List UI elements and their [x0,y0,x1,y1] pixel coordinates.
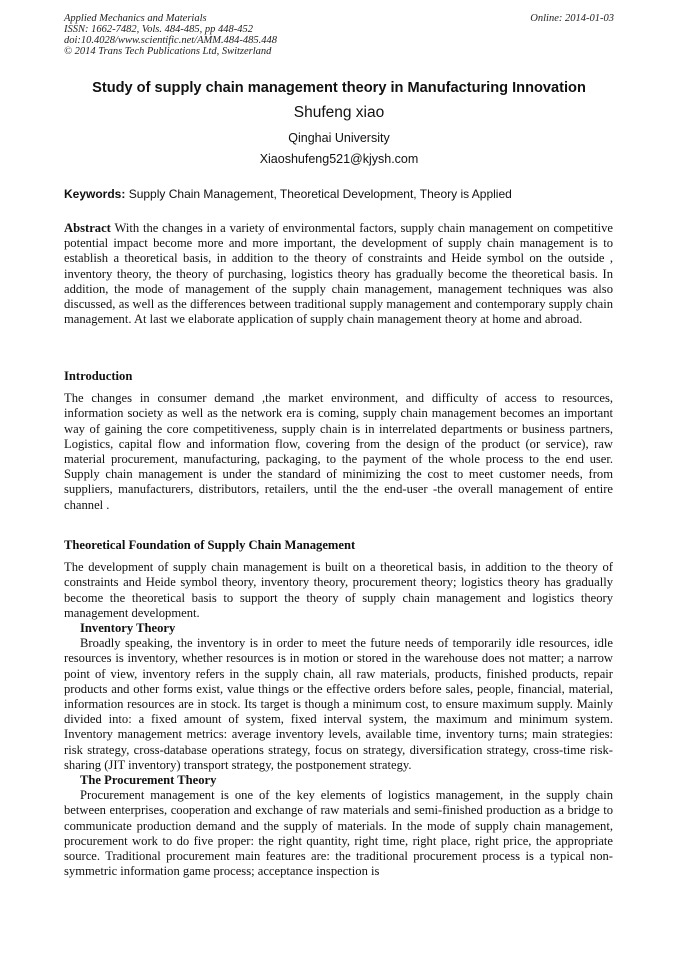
paper-title: Study of supply chain management theory in Manufacturing Innovation [92,80,586,96]
introduction-heading: Introduction [64,369,133,383]
online-date [530,13,614,24]
foundation-heading: Theoretical Foundation of Supply Chain Management [64,538,356,552]
doi-line: doi:10.4028/www.scientific.net/AMM.484-485.448 [64,35,277,46]
online-date-text: Online: 2014-01-03 [530,13,614,24]
journal-header [64,13,277,57]
introduction-text: The changes in consumer demand ,the market environment, and difficulty of access to resources, information society as well as the network era is coming, supply chain management becomes an important way of gaining the core competitiveness, supply chain is in interrelated departments or business partners, Logistics, capital flow and information flow, covering from the design of the product (or service), raw material procurement, manufacturing, packaging, to the payment of the whole process to the end user. Supply chain management is under the standard of minimizing the cost to meet customer needs, from suppliers, manufacturers, distributors, retailers, until the the end-user -the overall management of entire channel . [64,391,613,512]
abstract-section [64,221,613,327]
author-email: Xiaoshufeng521@kjysh.com [259,152,419,166]
introduction-section [64,369,613,513]
procurement-text: Procurement management is one of the key elements of logistics management, in the supply chain between enterprises, cooperation and exchange of raw materials and semi-finished production as a bridge to communicate production demand and the supply of materials. In the mode of supply chain management, procurement work to do five proper: the right quantity, right time, right place, right price, the appropriate source. Traditional procurement main features are: the traditional procurement process is a typical non-symmetric information game process; acceptance inspection is [64,788,613,879]
journal-name: Applied Mechanics and Materials [64,13,207,24]
foundation-text: The development of supply chain management is built on a theoretical basis, in addition to the theory of constraints and Heide symbol theory, inventory theory, procurement theory; logistics theory has gradually become the theoretical basis to support the theory of supply chain management and logistics theory management development. [64,560,613,620]
keywords-label: Keywords: [64,187,126,201]
affiliation: Qinghai University [288,131,390,145]
abstract-label: Abstract [64,221,111,235]
keywords-text: Supply Chain Management, Theoretical Development, Theory is Applied [128,187,512,201]
copyright-line: © 2014 Trans Tech Publications Ltd, Switzerland [64,46,272,57]
foundation-section [64,538,613,879]
inventory-heading: Inventory Theory [80,621,176,636]
procurement-heading: The Procurement Theory [80,773,217,788]
keywords [64,187,614,201]
author-name: Shufeng xiao [293,104,385,121]
inventory-text: Broadly speaking, the inventory is in order to meet the future needs of temporarily idle resources, idle resources is inventory, whether resources is in motion or stored in the warehouse does not matter; a narrow point of view, inventory refers in the supply chain, all raw materials, products, finished products, repair products and other forms exist, value things or the effective orders before sales, people, financial, material, information resources are in stock. Its target is though a minimum cost, to ensure maximum supply. Mainly divided into: a fixed amount of system, fixed interval system, the maximum and minimum system. Inventory management metrics: average inventory levels, available time, inventory turns; main strategies: risk strategy, cross-database operations strategy, focus on strategy, diversification strategy, cross-time risk-sharing (JIT inventory) transport strategy, the postponement strategy. [64,636,613,772]
abstract-text: With the changes in a variety of environmental factors, supply chain management on competitive potential impact become more and more important, the development of supply chain management is to establish a theoretical basis, in addition to the theory of constraints and Heide symbol on the outside , inventory theory, the theory of purchasing, logistics theory has gradually become the theoretical basis. In addition, the mode of management of the supply chain management, management techniques was also discussed, as well as the differences between traditional supply management and contemporary supply chain management. At last we elaborate application of supply chain management theory at home and abroad. [64,221,613,327]
issn-line: ISSN: 1662-7482, Vols. 484-485, pp 448-452 [64,24,253,35]
